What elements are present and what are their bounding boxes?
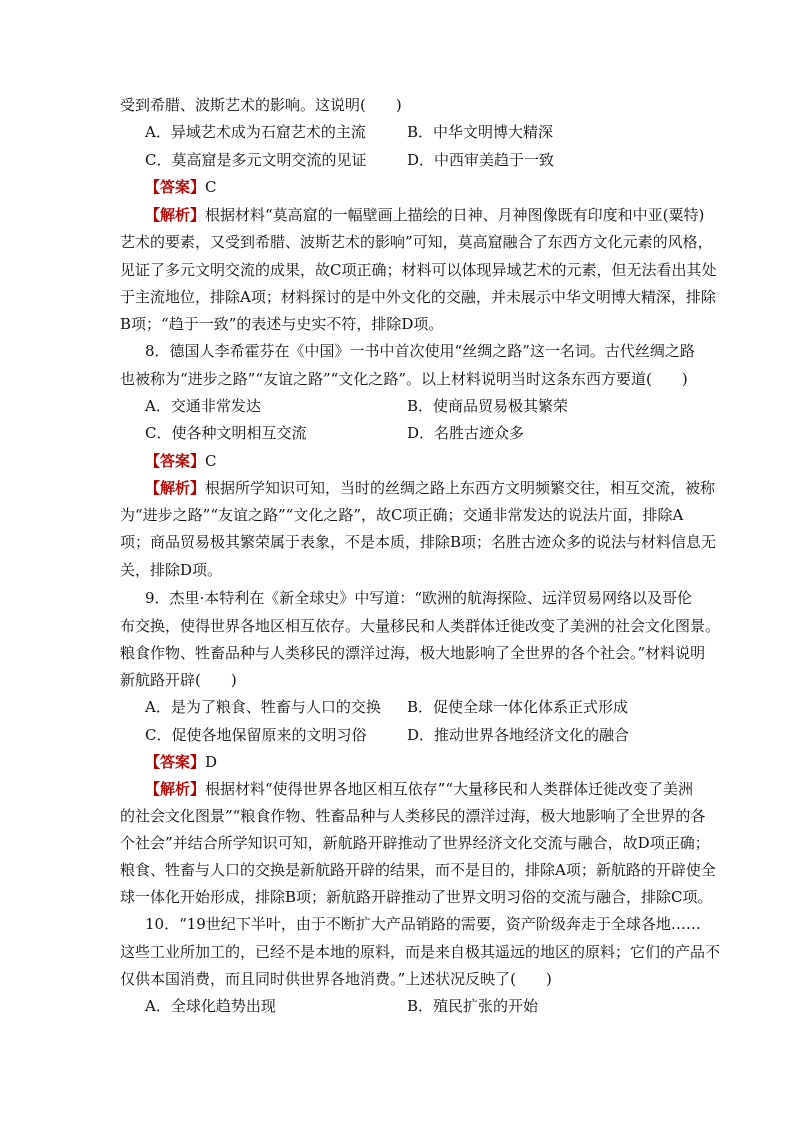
q8-analysis-line <box>145 478 715 498</box>
q8-option-b: B．使商品贸易极其繁荣 <box>407 397 569 415</box>
q7-analysis-text: 根据材料“莫高窟的一幅壁画上描绘的日神、月神图像既有印度和中亚(粟特) <box>205 206 705 224</box>
q8-analysis-text: 根据所学知识可知，当时的丝绸之路上东西方文明频繁交往，相互交流，被称 <box>205 479 716 497</box>
q9-answer <box>145 752 217 772</box>
q7-answer <box>145 177 217 197</box>
q9-analysis-line: 球一体化开始形成，排除B项；新航路开辟推动了世界文明习俗的交流与融合，排除C项。 <box>120 888 713 906</box>
q8-stem: 也被称为“进步之路”“友谊之路”“文化之路”。以上材料说明当时这条东西方要道( ) <box>120 370 688 388</box>
q9-analysis-line: 粮食、牲畜与人口的交换是新航路开辟的结果，而不是目的，排除A项；新航路的开辟使全 <box>120 861 716 879</box>
q7-option-d: D．中西审美趋于一致 <box>407 151 555 169</box>
q7-analysis-line: 于主流地位，排除A项；材料探讨的是中外文化的交融，并未展示中华文明博大精深，排除 <box>120 288 716 306</box>
q9-analysis-line: 的社会文化图景”“粮食作物、牲畜品种与人类移民的漂洋过海，极大地影响了全世界的各 <box>120 807 706 825</box>
q10-option-a: A．全球化趋势出现 <box>145 997 276 1015</box>
q9-option-a: A．是为了粮食、牲畜与人口的交换 <box>145 698 381 716</box>
q7-option-a: A．异域艺术成为石窟艺术的主流 <box>145 123 366 141</box>
q8-analysis-line: 为“进步之路”“友谊之路”“文化之路”，故C项正确；交通非常发达的说法片面，排除A <box>120 506 684 524</box>
answer-tag: 【答案】 <box>145 178 206 196</box>
q9-stem: 粮食作物、牲畜品种与人类移民的漂洋过海，极大地影响了全世界的各个社会。”材料说明 <box>120 644 706 662</box>
q10-stem: 10．“19世纪下半叶，由于不断扩大产品销路的需要，资产阶级奔走于全球各地…… <box>145 915 701 933</box>
q9-stem: 新航路开辟( ) <box>120 671 237 689</box>
q8-option-a: A．交通非常发达 <box>145 397 261 415</box>
answer-tag: 【答案】 <box>145 452 206 470</box>
q8-option-d: D．名胜古迹众多 <box>407 424 525 442</box>
analysis-tag: 【解析】 <box>145 479 206 497</box>
analysis-tag: 【解析】 <box>145 780 206 798</box>
answer-tag: 【答案】 <box>145 753 206 771</box>
q9-option-d: D．推动世界各地经济文化的融合 <box>407 726 630 744</box>
q10-option-b: B．殖民扩张的开始 <box>407 997 539 1015</box>
q9-answer-value: D <box>205 753 218 771</box>
q9-option-b: B．促使全球一体化体系正式形成 <box>407 698 629 716</box>
analysis-tag: 【解析】 <box>145 206 206 224</box>
q7-analysis-line: 见证了多元文明交流的成果，故C项正确；材料可以体现异域艺术的元素，但无法看出其处 <box>120 261 717 279</box>
q8-stem: 8．德国人李希霍芬在《中国》一书中首次使用“丝绸之路”这一名词。古代丝绸之路 <box>145 342 695 360</box>
q9-analysis-text: 根据材料“使得世界各地区相互依存”“大量移民和人类群体迁徙改变了美洲 <box>205 780 694 798</box>
q9-option-c: C．促使各地保留原来的文明习俗 <box>145 726 367 744</box>
q8-option-c: C．使各种文明相互交流 <box>145 424 307 442</box>
q9-stem: 布交换，使得世界各地区相互依存。大量移民和人类群体迁徙改变了美洲的社会文化图景。 <box>120 617 721 635</box>
q7-stem-tail: 受到希腊、波斯艺术的影响。这说明( ) <box>120 96 402 114</box>
q7-answer-value: C <box>205 178 217 196</box>
q8-analysis-line: 项；商品贸易极其繁荣属于表象，不是本质，排除B项；名胜古迹众多的说法与材料信息无 <box>120 533 717 551</box>
q10-stem: 这些工业所加工的，已经不是本地的原料，而是来自极其遥远的地区的原料；它们的产品不 <box>120 943 721 961</box>
q7-analysis-line: 艺术的要素，又受到希腊、波斯艺术的影响”可知，莫高窟融合了东西方文化元素的风格， <box>120 233 713 251</box>
q7-analysis-line <box>145 205 704 225</box>
q7-option-b: B．中华文明博大精深 <box>407 123 554 141</box>
q9-analysis-line <box>145 779 693 799</box>
q7-analysis-line: B项；“趋于一致”的表述与史实不符，排除D项。 <box>120 315 444 333</box>
q7-option-c: C．莫高窟是多元文明交流的见证 <box>145 151 367 169</box>
q8-answer-value: C <box>205 452 217 470</box>
q9-stem: 9．杰里·本特利在《新全球史》中写道：“欧洲的航海探险、远洋贸易网络以及哥伦 <box>145 589 692 607</box>
q8-answer <box>145 451 217 471</box>
q10-stem: 仅供本国消费，而且同时供世界各地消费。”上述状况反映了( ) <box>120 970 552 988</box>
q9-analysis-line: 个社会”并结合所学知识可知，新航路开辟推动了世界经济文化交流与融合，故D项正确； <box>120 834 710 852</box>
q8-analysis-line: 关，排除D项。 <box>120 561 223 579</box>
